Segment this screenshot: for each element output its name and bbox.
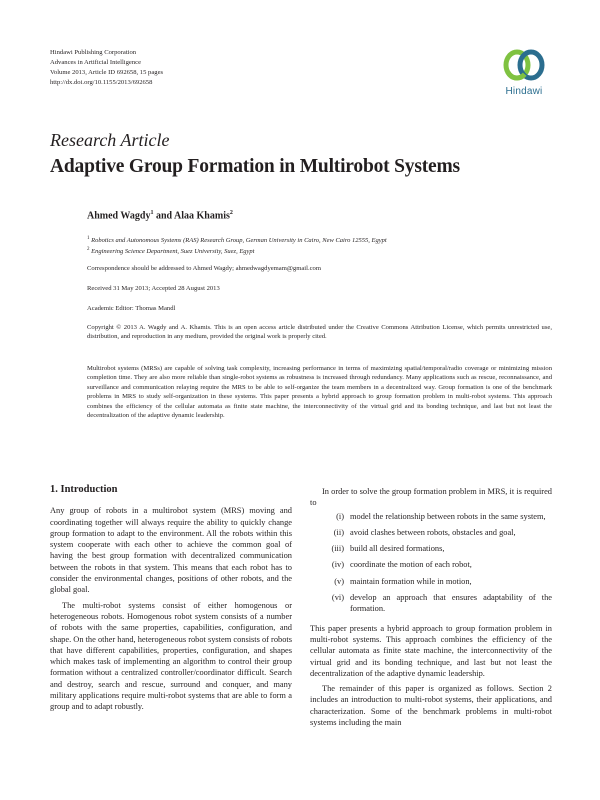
journal-name: Advances in Artificial Intelligence bbox=[50, 59, 141, 66]
affiliation-2 bbox=[87, 247, 255, 255]
body-paragraph: In order to solve the group formation problem in MRS, it is required to bbox=[310, 487, 552, 508]
list-item bbox=[310, 527, 552, 538]
affiliation-sup: 1 bbox=[87, 236, 90, 241]
list-text: build all desired formations, bbox=[350, 544, 445, 554]
section-heading: 1. Introduction bbox=[50, 484, 118, 495]
author-separator: and bbox=[153, 210, 175, 222]
requirements-list bbox=[310, 511, 552, 615]
author-affil-sup: 2 bbox=[229, 210, 233, 216]
hindawi-logo bbox=[494, 45, 554, 97]
volume-info: Volume 2013, Article ID 692658, 15 pages bbox=[50, 69, 164, 76]
list-text: avoid clashes between robots, obstacles and goal, bbox=[350, 527, 516, 537]
list-item bbox=[310, 592, 552, 615]
dates-line: Received 31 May 2013; Accepted 28 August 2013 bbox=[87, 285, 220, 292]
list-number: (i) bbox=[336, 511, 344, 521]
correspondence-line: Correspondence should be addressed to Ahmed Wagdy; ahmedwagdyemam@gmail.com bbox=[87, 265, 321, 272]
journal-header bbox=[50, 48, 163, 88]
abstract-text: Multirobot systems (MRSs) are capable of solving task complexity, increasing performance in terms of maximizing spatial/temporal/radio coverage or minimizing mission completion time. They are also more reliable than single-robot systems as robustness is increased through redundancy. Many applications such as rescue, reconnaissance, and surveillance and communication relaying require the MRS to be able to self-organize the team members in a decentralized way. Group formation is one of the benchmark problems in MRS to study self-organization in these systems. This paper presents a hybrid approach to group formation problem in multi-robot systems. This approach combines the efficiency of the cellular automata as finite state machine, the interconnectivity of the virtual grid and its bonding technique, and last but not least the decentralization of the adaptive dynamic leadership. bbox=[87, 365, 552, 420]
body-column-right bbox=[310, 486, 552, 728]
body-paragraph: This paper presents a hybrid approach to group formation problem in multi-robot systems. This approach combines the efficiency of the cellular automata as finite state machine, the interconnectivity of the virtual grid and its bonding technique, and last but not least the decentralization of the adaptive dynamic leadership. bbox=[310, 623, 552, 678]
list-item bbox=[310, 576, 552, 587]
body-paragraph: The remainder of this paper is organized as follows. Section 2 includes an introduction to multi-robot systems, their applications, and characterization. Some of the benchmark problems in multi-robot systems including the main bbox=[310, 684, 552, 728]
list-number: (iii) bbox=[331, 544, 344, 554]
author-list bbox=[87, 210, 233, 221]
author-affil-sup: 1 bbox=[150, 210, 154, 216]
list-number: (ii) bbox=[333, 527, 344, 537]
list-text: model the relationship between robots in the same system, bbox=[350, 511, 546, 521]
affiliation-text: Robotics and Autonomous Systems (RAS) Research Group, German University in Cairo, New Cairo 12555, Egypt bbox=[91, 237, 387, 245]
affiliation-text: Engineering Science Department, Suez University, Suez, Egypt bbox=[91, 248, 255, 256]
list-text: coordinate the motion of each robot, bbox=[350, 560, 472, 570]
copyright-notice: Copyright © 2013 A. Wagdy and A. Khamis. This is an open access article distributed under the Creative Commons Attribution License, which permits unrestricted use, distribution, and reproduction in any medium, provided the original work is properly cited. bbox=[87, 324, 552, 341]
academic-editor: Academic Editor: Thomas Mandl bbox=[87, 305, 176, 312]
publisher-name: Hindawi Publishing Corporation bbox=[50, 49, 137, 56]
list-number: (iv) bbox=[331, 560, 344, 570]
list-number: (v) bbox=[334, 576, 344, 586]
author-name: Ahmed Wagdy bbox=[87, 210, 151, 222]
body-paragraph: The multi-robot systems consist of either homogenous or heterogeneous robots. Homogenous robot system consists of a number of robots with the same properties, capabilities, configuration, and shape. On the other hand, heterogeneous robot system consists of robots that have different capabilities, properties, configuration, and shapes which makes task of implementing an algorithm to control their group formation without a centralized controller/coordinator difficult. Search and destroy, search and rescue, surround and conquer, and many military applications require multi-robot systems that are able to form a group and to adapt robustly. bbox=[50, 600, 292, 712]
body-paragraph: Any group of robots in a multirobot system (MRS) moving and coordinating together will always require the ability to quickly change group formation to adapt to the environment. All the robots within this system cooperate with each other to achieve the common goal of having the best group formation with decentralized communication between the robots in that system. This means that each robot has to consider the environmental changes, positions of other robots, and the global goal. bbox=[50, 506, 292, 595]
doi-link[interactable]: http://dx.doi.org/10.1155/2013/692658 bbox=[50, 79, 153, 86]
list-item bbox=[310, 559, 552, 570]
list-item bbox=[310, 543, 552, 554]
author-name: Alaa Khamis bbox=[174, 210, 230, 222]
list-number: (vi) bbox=[331, 593, 344, 603]
affiliation-sup: 2 bbox=[87, 247, 90, 252]
logo-wordmark: Hindawi bbox=[505, 86, 543, 97]
list-text: develop an approach that ensures adaptability of the formation. bbox=[350, 593, 552, 614]
hindawi-logo-icon bbox=[502, 45, 546, 85]
article-title: Adaptive Group Formation in Multirobot Systems bbox=[50, 156, 460, 177]
affiliation-1 bbox=[87, 236, 387, 244]
article-type: Research Article bbox=[50, 130, 170, 150]
list-item bbox=[310, 511, 552, 522]
list-text: maintain formation while in motion, bbox=[350, 576, 472, 586]
body-column-left bbox=[50, 484, 292, 713]
